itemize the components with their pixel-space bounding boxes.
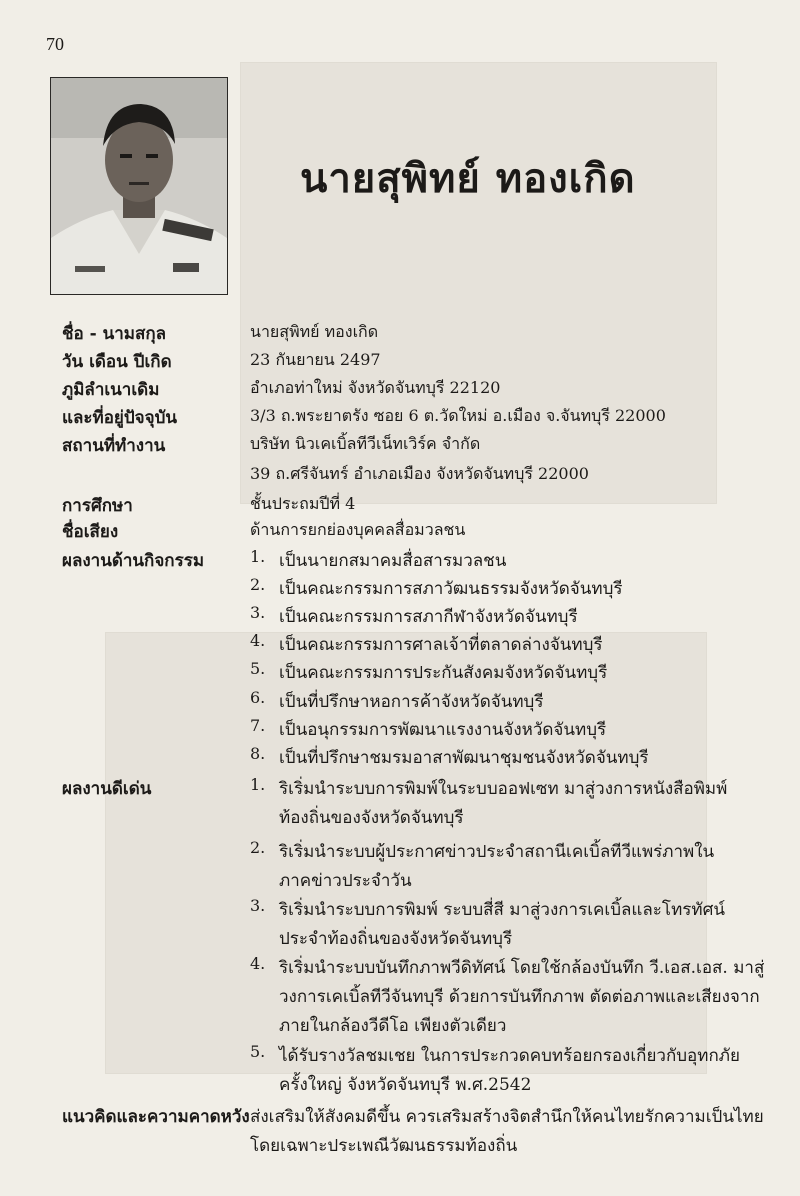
field-value: ด้านการยกย่องบุคคลสื่อมวลชน: [250, 520, 466, 539]
field-label: สถานที่ทำงาน: [62, 436, 166, 456]
field-value: 3/3 ถ.พระยาตรัง ซอย 6 ต.วัดใหม่ อ.เมือง จ.จันทบุรี 22000: [250, 406, 666, 425]
item-number: 3.: [250, 603, 266, 622]
list-item: [0, 838, 800, 898]
item-text: เป็นคณะกรรมการสภาวัฒนธรรมจังหวัดจันทบุรี: [279, 579, 623, 599]
item-number: 7.: [250, 716, 266, 735]
field-value: นายสุพิทย์ ทองเกิด: [250, 322, 379, 341]
item-text: เป็นที่ปรึกษาหอการค้าจังหวัดจันทบุรี: [279, 692, 544, 712]
item-line: ริเริ่มนำระบบการพิมพ์ ระบบสี่สี มาสู่วงการเคเบิ้ลและโทรทัศน์: [279, 900, 726, 920]
item-line: ประจำท้องถิ่นของจังหวัดจันทบุรี: [279, 929, 513, 949]
field-label: ภูมิลำเนาเดิม: [62, 380, 160, 400]
item-line: ได้รับรางวัลชมเชย ในการประกวดคบทร้อยกรองเกี่ยวกับอุทกภัย: [279, 1046, 740, 1066]
list-item: [0, 896, 800, 956]
item-line: ภายในกล้องวีดีโอ เพียงตัวเดียว: [279, 1016, 507, 1036]
list-item: [0, 603, 800, 631]
item-number: 5.: [250, 1042, 266, 1061]
field-fame: [0, 518, 800, 546]
field-value: 39 ถ.ศรีจันทร์ อำเภอเมือง จังหวัดจันทบุรี 22000: [250, 464, 589, 483]
item-number: 1.: [250, 775, 266, 794]
page-number: 70: [46, 34, 64, 54]
vision-line: โดยเฉพาะประเพณีวัฒนธรรมท้องถิ่น: [250, 1136, 518, 1156]
list-item: [0, 547, 800, 575]
item-number: 1.: [250, 547, 266, 566]
field-value: 23 กันยายน 2497: [250, 350, 381, 369]
portrait-photo: [50, 77, 228, 295]
list-item: [0, 631, 800, 659]
item-number: 4.: [250, 954, 266, 973]
list-item: [0, 775, 800, 835]
list-item: [0, 744, 800, 772]
field-label: วัน เดือน ปีเกิด: [62, 352, 172, 372]
field-value: บริษัท นิวเคเบิ้ลทีวีเน็ทเวิร์ค จำกัด: [250, 434, 481, 453]
item-text: เป็นคณะกรรมการประกันสังคมจังหวัดจันทบุรี: [279, 663, 608, 683]
field-label: ชื่อ - นามสกุล: [62, 324, 167, 344]
field-hometown: [0, 376, 800, 404]
item-text: เป็นคณะกรรมการศาลเจ้าที่ตลาดล่างจันทบุรี: [279, 635, 603, 655]
field-value: อำเภอท่าใหม่ จังหวัดจันทบุรี 22120: [250, 378, 501, 397]
field-name: [0, 320, 800, 348]
item-line: ริเริ่มนำระบบการพิมพ์ในระบบออฟเซท มาสู่วงการหนังสือพิมพ์: [279, 779, 728, 799]
item-number: 8.: [250, 744, 266, 763]
item-number: 2.: [250, 838, 266, 857]
item-number: 2.: [250, 575, 266, 594]
list-item: [0, 659, 800, 687]
field-education: [0, 492, 800, 520]
vision-line: ส่งเสริมให้สังคมดีขึ้น ควรเสริมสร้างจิตสำนึกให้คนไทยรักความเป็นไทย: [250, 1107, 764, 1127]
item-number: 4.: [250, 631, 266, 650]
item-text: เป็นนายกสมาคมสื่อสารมวลชน: [279, 551, 507, 571]
section-label: แนวคิดและความคาดหวัง: [62, 1107, 250, 1127]
item-text: เป็นอนุกรรมการพัฒนาแรงงานจังหวัดจันทบุรี: [279, 720, 607, 740]
field-address: [0, 404, 800, 432]
section-label: ผลงานด้านกิจกรรม: [62, 551, 205, 571]
item-line: ริเริ่มนำระบบบันทึกภาพวีดิทัศน์ โดยใช้กล้องบันทึก วี.เอส.เอส. มาสู่: [279, 958, 765, 978]
vision-section: [0, 1103, 800, 1163]
item-number: 6.: [250, 688, 266, 707]
field-workplace: [0, 432, 800, 460]
item-line: ครั้งใหญ่ จังหวัดจันทบุรี พ.ศ.2542: [279, 1075, 532, 1095]
list-item: [0, 575, 800, 603]
field-label: การศึกษา: [62, 496, 133, 516]
list-item: [0, 716, 800, 744]
field-workplace-address: [0, 462, 800, 490]
field-label: ชื่อเสียง: [62, 522, 119, 542]
item-text: เป็นคณะกรรมการสภากีฬาจังหวัดจันทบุรี: [279, 607, 578, 627]
item-number: 3.: [250, 896, 266, 915]
item-line: วงการเคเบิ้ลทีวีจันทบุรี ด้วยการบันทึกภาพ ตัดต่อภาพและเสียงจาก: [279, 987, 760, 1007]
item-line: ท้องถิ่นของจังหวัดจันทบุรี: [279, 808, 464, 828]
item-number: 5.: [250, 659, 266, 678]
item-text: เป็นที่ปรึกษาชมรมอาสาพัฒนาชุมชนจังหวัดจันทบุรี: [279, 748, 649, 768]
section-label: ผลงานดีเด่น: [62, 779, 152, 799]
item-line: ภาคข่าวประจำวัน: [279, 871, 412, 891]
item-line: ริเริ่มนำระบบผู้ประกาศข่าวประจำสถานีเคเบิ้ลทีวีแพร่ภาพใน: [279, 842, 715, 862]
page-title: นายสุพิทย์ ทองเกิด: [300, 155, 636, 202]
field-value: ชั้นประถมปีที่ 4: [250, 494, 356, 513]
field-label: และที่อยู่ปัจจุบัน: [62, 408, 178, 428]
list-item: [0, 954, 800, 1044]
list-item: [0, 688, 800, 716]
list-item: [0, 1042, 800, 1102]
field-birth: [0, 348, 800, 376]
